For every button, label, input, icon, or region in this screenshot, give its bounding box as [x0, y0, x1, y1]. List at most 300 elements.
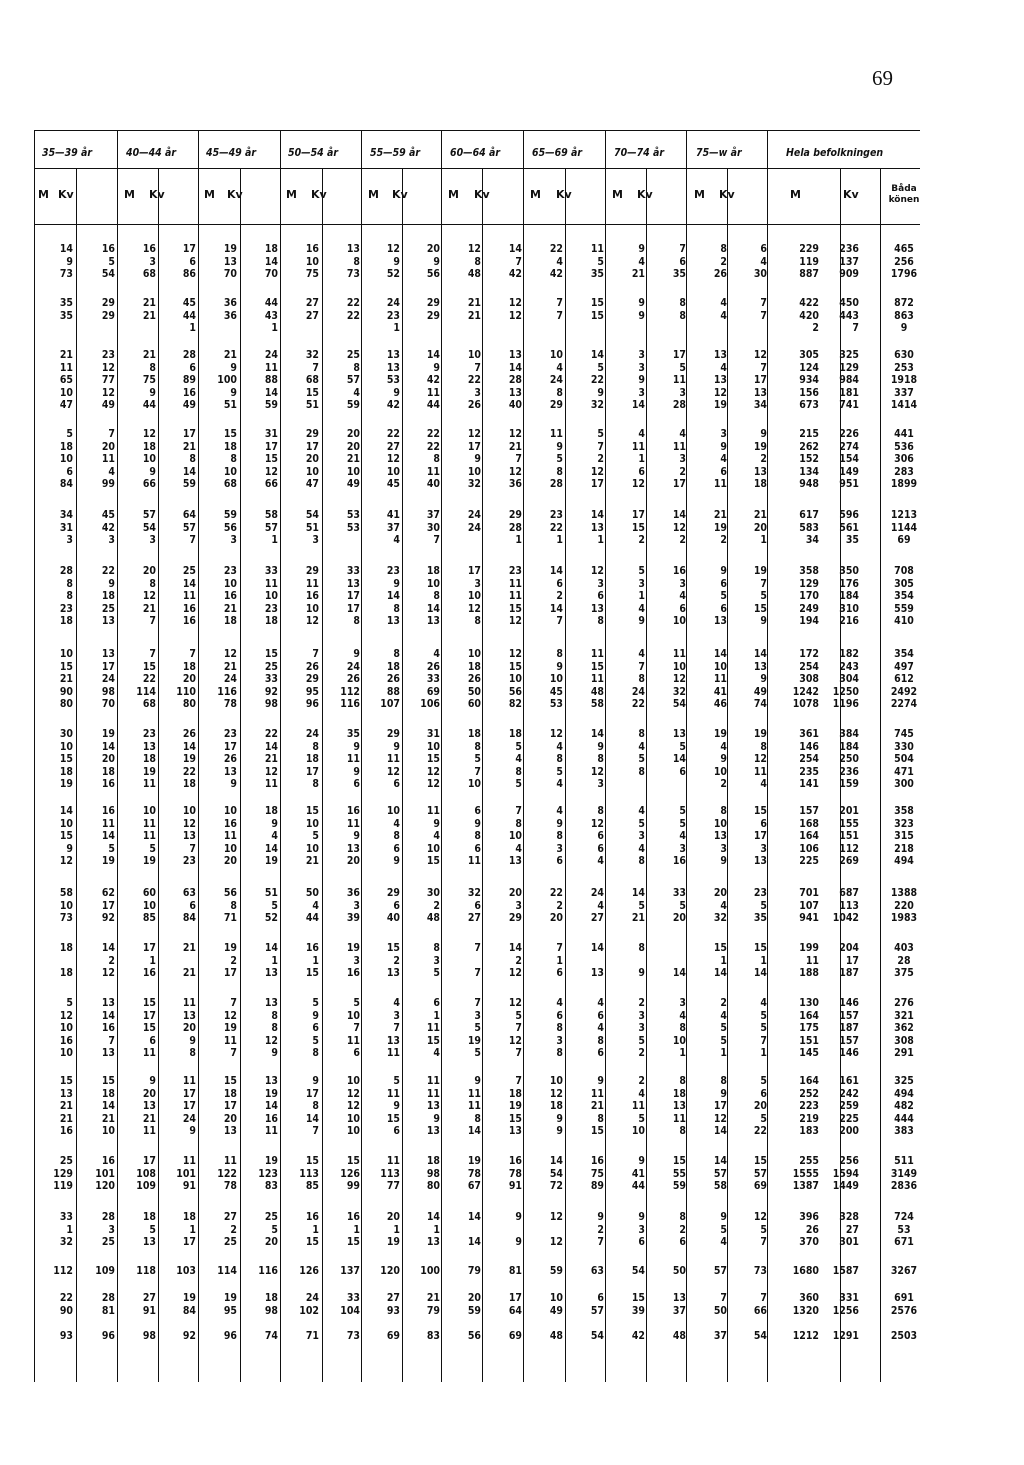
table-cell: 9: [393, 740, 400, 753]
table-cell: 8: [760, 740, 767, 753]
table-cell: 11: [142, 830, 156, 843]
table-cell: 17: [631, 509, 645, 521]
table-cell: 47: [305, 478, 319, 491]
table-cell: 9: [638, 615, 645, 628]
table-cell: 6: [353, 1047, 360, 1060]
table-cell: 24: [182, 1112, 196, 1125]
column-header: M: [368, 188, 379, 201]
table-cell: 20: [346, 440, 360, 453]
table-cell: 8: [556, 830, 563, 843]
table-cell: 12: [549, 1211, 563, 1223]
column-header: Kv: [392, 188, 408, 201]
table-cell: 11: [672, 1112, 686, 1125]
table-cell: 11: [386, 753, 400, 766]
table-cell: 330: [894, 740, 914, 753]
table-cell: 21: [142, 297, 156, 309]
table-cell: 19: [142, 855, 156, 868]
table-cell: 12: [142, 590, 156, 603]
table-cell: 25: [346, 349, 360, 361]
table-cell: 15: [346, 1155, 360, 1167]
table-cell: 29: [426, 309, 440, 322]
table-cell: 172: [799, 648, 819, 660]
table-cell: 12: [142, 428, 156, 440]
table-cell: 15: [223, 428, 237, 440]
table-cell: 11: [264, 778, 278, 791]
table-cell: 19: [223, 942, 237, 954]
table-cell: 494: [894, 855, 914, 868]
table-row: [0, 911, 1024, 925]
table-cell: 8: [597, 1112, 604, 1125]
table-cell: 51: [264, 887, 278, 899]
table-cell: 5: [149, 1223, 156, 1236]
table-cell: 25: [59, 1155, 73, 1167]
table-cell: 14: [549, 565, 563, 577]
table-cell: 951: [839, 478, 859, 491]
table-cell: 10: [346, 465, 360, 478]
table-cell: 8: [556, 1047, 563, 1060]
table-cell: 4: [638, 602, 645, 615]
table-cell: 18: [142, 440, 156, 453]
table-cell: 10: [346, 1075, 360, 1087]
table-cell: 7: [760, 297, 767, 309]
table-cell: 11: [59, 361, 73, 374]
table-cell: 21: [223, 349, 237, 361]
table-cell: 16: [182, 386, 196, 399]
table-cell: 98: [264, 698, 278, 711]
table-cell: 40: [426, 478, 440, 491]
table-cell: 741: [839, 399, 859, 412]
table-cell: 52: [386, 268, 400, 281]
table-cell: 3: [638, 1009, 645, 1022]
table-cell: 1: [353, 1223, 360, 1236]
table-cell: 90: [59, 685, 73, 698]
table-cell: 48: [590, 685, 604, 698]
table-cell: 73: [753, 1265, 767, 1277]
table-cell: 114: [136, 685, 156, 698]
table-cell: 9: [900, 322, 908, 335]
table-cell: 10: [672, 615, 686, 628]
column-header: Kv: [58, 188, 74, 201]
table-cell: 21: [305, 855, 319, 868]
table-cell: 23: [508, 565, 522, 577]
table-cell: 6: [760, 817, 767, 830]
table-cell: 22: [631, 698, 645, 711]
table-cell: 15: [346, 1236, 360, 1249]
table-cell: 5: [108, 842, 115, 855]
table-cell: 7: [852, 322, 859, 335]
table-cell: 872: [894, 297, 914, 309]
table-cell: 15: [753, 1155, 767, 1167]
table-cell: 13: [672, 1292, 686, 1304]
table-cell: 176: [839, 577, 859, 590]
table-cell: 204: [839, 942, 859, 954]
table-cell: 18: [101, 765, 115, 778]
table-cell: 116: [340, 698, 360, 711]
table-cell: 66: [142, 478, 156, 491]
table-cell: 9: [638, 1211, 645, 1223]
table-cell: 8: [312, 1100, 319, 1113]
table-cell: 14: [590, 942, 604, 954]
table-cell: 35: [845, 534, 859, 547]
table-cell: 17: [101, 660, 115, 673]
table-cell: 4: [393, 534, 400, 547]
table-cell: 6: [474, 899, 481, 912]
table-cell: 15: [386, 1112, 400, 1125]
table-cell: 6: [679, 765, 686, 778]
table-cell: 1320: [792, 1304, 819, 1317]
table-cell: 254: [799, 660, 819, 673]
table-cell: 3: [597, 778, 604, 791]
table-cell: 18: [101, 590, 115, 603]
table-cell: 64: [182, 509, 196, 521]
table-cell: 19: [223, 1022, 237, 1035]
table-cell: 6: [720, 465, 727, 478]
table-cell: 64: [508, 1304, 522, 1317]
table-cell: 745: [894, 728, 914, 740]
table-cell: 12: [346, 1100, 360, 1113]
column-header: Kv: [474, 188, 490, 201]
table-cell: 109: [136, 1180, 156, 1193]
table-cell: 12: [264, 465, 278, 478]
table-cell: 8: [638, 673, 645, 686]
table-cell: 7: [720, 1292, 727, 1304]
table-cell: 134: [799, 465, 819, 478]
table-cell: 4: [760, 778, 767, 791]
table-cell: 13: [508, 1125, 522, 1138]
table-cell: 113: [299, 1167, 319, 1180]
table-cell: 45: [101, 509, 115, 521]
table-cell: 13: [346, 243, 360, 255]
table-cell: 11: [426, 805, 440, 817]
table-cell: 8: [679, 1075, 686, 1087]
table-cell: 673: [799, 399, 819, 412]
table-cell: 18: [101, 1087, 115, 1100]
table-cell: 29: [508, 912, 522, 925]
table-cell: 8: [433, 942, 440, 954]
table-cell: 6: [720, 602, 727, 615]
table-cell: 43: [264, 309, 278, 322]
table-cell: 100: [420, 1265, 440, 1277]
table-cell: 4: [108, 465, 115, 478]
table-cell: 58: [713, 1180, 727, 1193]
table-cell: 3: [679, 842, 686, 855]
table-cell: 70: [264, 268, 278, 281]
table-cell: 252: [799, 1087, 819, 1100]
table-cell: 325: [839, 349, 859, 361]
table-cell: 9: [230, 386, 237, 399]
table-cell: 18: [59, 967, 73, 980]
table-cell: 300: [894, 778, 914, 791]
table-cell: 9: [638, 309, 645, 322]
table-cell: 1078: [792, 698, 819, 711]
table-cell: 9: [760, 428, 767, 440]
table-cell: 9: [515, 1211, 522, 1223]
table-cell: 116: [258, 1265, 278, 1277]
table-cell: 137: [839, 255, 859, 268]
table-cell: 10: [59, 740, 73, 753]
table-cell: 28: [182, 349, 196, 361]
table-cell: 7: [189, 534, 196, 547]
table-cell: 12: [753, 753, 767, 766]
table-cell: 13: [264, 1075, 278, 1087]
table-cell: 422: [799, 297, 819, 309]
table-cell: 8: [312, 740, 319, 753]
table-cell: 11: [631, 440, 645, 453]
table-cell: 156: [799, 386, 819, 399]
table-cell: 7: [474, 765, 481, 778]
table-cell: 321: [894, 1009, 914, 1022]
table-cell: 6: [353, 778, 360, 791]
table-cell: 5: [760, 1223, 767, 1236]
table-cell: 1042: [832, 912, 859, 925]
table-cell: 29: [549, 399, 563, 412]
table-cell: 471: [894, 765, 914, 778]
table-cell: 5: [638, 1034, 645, 1047]
table-cell: 9: [66, 842, 73, 855]
table-cell: 617: [799, 509, 819, 521]
table-cell: 308: [894, 1034, 914, 1047]
table-cell: 14: [549, 1155, 563, 1167]
table-cell: 10: [59, 1047, 73, 1060]
table-cell: 15: [223, 1075, 237, 1087]
table-cell: 3: [597, 577, 604, 590]
table-cell: 30: [426, 887, 440, 899]
table-cell: 71: [223, 912, 237, 925]
table-cell: 17: [305, 1087, 319, 1100]
table-cell: 184: [839, 740, 859, 753]
table-cell: 6: [720, 577, 727, 590]
table-cell: 70: [101, 698, 115, 711]
table-cell: 66: [264, 478, 278, 491]
table-cell: 12: [753, 1211, 767, 1223]
table-cell: 11: [182, 997, 196, 1009]
table-cell: 12: [467, 428, 481, 440]
table-cell: 11: [508, 577, 522, 590]
table-cell: 226: [839, 428, 859, 440]
table-cell: 126: [340, 1167, 360, 1180]
table-cell: 1594: [832, 1167, 859, 1180]
table-cell: 18: [223, 1087, 237, 1100]
table-cell: 18: [223, 440, 237, 453]
table-cell: 4: [556, 778, 563, 791]
table-cell: 1196: [832, 698, 859, 711]
table-cell: 559: [894, 602, 914, 615]
table-cell: 8: [66, 577, 73, 590]
table-cell: 243: [839, 660, 859, 673]
table-cell: 15: [59, 660, 73, 673]
table-cell: 361: [799, 728, 819, 740]
table-cell: 16: [508, 1155, 522, 1167]
table-cell: 11: [223, 830, 237, 843]
table-cell: 18: [426, 1155, 440, 1167]
table-cell: 24: [264, 349, 278, 361]
table-cell: 11: [713, 478, 727, 491]
table-cell: 25: [264, 1211, 278, 1223]
table-cell: 15: [631, 1292, 645, 1304]
table-cell: 48: [467, 268, 481, 281]
table-cell: 12: [264, 765, 278, 778]
table-cell: 15: [590, 309, 604, 322]
table-cell: 53: [549, 698, 563, 711]
table-cell: 5: [515, 740, 522, 753]
table-cell: 494: [894, 1087, 914, 1100]
table-cell: 8: [433, 453, 440, 466]
table-cell: 9: [312, 1009, 319, 1022]
table-cell: 11: [101, 817, 115, 830]
table-cell: 20: [346, 855, 360, 868]
table-cell: 16: [305, 1211, 319, 1223]
table-cell: 27: [142, 1292, 156, 1304]
table-cell: 4: [638, 842, 645, 855]
table-cell: 504: [894, 753, 914, 766]
table-cell: 13: [713, 615, 727, 628]
table-cell: 1: [760, 1047, 767, 1060]
table-cell: 39: [631, 1304, 645, 1317]
table-cell: 200: [839, 1125, 859, 1138]
table-cell: 16: [182, 615, 196, 628]
table-cell: 6: [638, 465, 645, 478]
table-cell: 370: [799, 1236, 819, 1249]
table-cell: 14: [59, 243, 73, 255]
table-cell: 9: [760, 673, 767, 686]
table-cell: 54: [672, 698, 686, 711]
table-cell: 274: [839, 440, 859, 453]
table-cell: 14: [508, 942, 522, 954]
table-cell: 175: [799, 1022, 819, 1035]
table-cell: 3: [149, 534, 156, 547]
table-cell: 18: [549, 1100, 563, 1113]
table-cell: 5: [760, 1075, 767, 1087]
table-cell: 16: [101, 805, 115, 817]
table-cell: 21: [467, 297, 481, 309]
table-cell: 51: [305, 521, 319, 534]
table-cell: 35: [59, 297, 73, 309]
table-cell: 63: [590, 1265, 604, 1277]
table-cell: 5: [760, 1112, 767, 1125]
table-cell: 4: [638, 648, 645, 660]
table-cell: 10: [467, 465, 481, 478]
table-cell: 8: [230, 899, 237, 912]
table-cell: 26: [223, 753, 237, 766]
table-cell: 23: [549, 509, 563, 521]
table-cell: 14: [467, 1125, 481, 1138]
table-cell: 12: [631, 478, 645, 491]
table-cell: 129: [799, 577, 819, 590]
table-cell: 1: [556, 954, 563, 967]
table-cell: 5: [638, 753, 645, 766]
table-cell: 19: [346, 942, 360, 954]
table-cell: 5: [679, 899, 686, 912]
table-cell: 170: [799, 590, 819, 603]
table-cell: 2: [812, 322, 819, 335]
table-cell: 19: [713, 728, 727, 740]
table-cell: 22: [264, 728, 278, 740]
table-cell: 2: [230, 954, 237, 967]
table-cell: 20: [182, 673, 196, 686]
table-cell: 79: [426, 1304, 440, 1317]
table-cell: 26: [713, 268, 727, 281]
table-cell: 7: [760, 577, 767, 590]
table-cell: 59: [182, 478, 196, 491]
table-cell: 7: [149, 648, 156, 660]
table-cell: 13: [223, 255, 237, 268]
table-cell: 16: [223, 817, 237, 830]
table-cell: 29: [386, 728, 400, 740]
table-cell: 223: [799, 1100, 819, 1113]
table-cell: 12: [508, 615, 522, 628]
table-cell: 24: [386, 297, 400, 309]
table-cell: 8: [393, 648, 400, 660]
table-cell: 450: [839, 297, 859, 309]
table-cell: 225: [799, 855, 819, 868]
table-cell: 7: [312, 1125, 319, 1138]
table-cell: 7: [189, 648, 196, 660]
table-cell: 7: [312, 361, 319, 374]
table-cell: 78: [467, 1167, 481, 1180]
table-cell: 22: [59, 1292, 73, 1304]
table-cell: 26: [467, 673, 481, 686]
table-cell: 3: [638, 349, 645, 361]
table-cell: 7: [597, 1236, 604, 1249]
table-cell: 10: [305, 842, 319, 855]
table-cell: 14: [182, 577, 196, 590]
group-header: 70—74 år: [614, 147, 665, 159]
table-cell: 1: [638, 453, 645, 466]
table-cell: 9: [149, 1075, 156, 1087]
table-cell: 9: [66, 255, 73, 268]
table-cell: 2: [230, 1223, 237, 1236]
table-cell: 10: [142, 453, 156, 466]
table-cell: 7: [474, 361, 481, 374]
table-cell: 113: [839, 899, 859, 912]
table-cell: 10: [182, 805, 196, 817]
table-cell: 33: [672, 887, 686, 899]
table-cell: 44: [264, 297, 278, 309]
table-cell: 15: [508, 602, 522, 615]
table-cell: 4: [271, 830, 278, 843]
table-cell: 58: [59, 887, 73, 899]
table-cell: 259: [839, 1100, 859, 1113]
table-cell: 6: [597, 1047, 604, 1060]
table-cell: 88: [264, 374, 278, 387]
table-cell: 22: [590, 374, 604, 387]
table-cell: 41: [713, 685, 727, 698]
table-cell: 25: [101, 602, 115, 615]
table-cell: 4: [720, 453, 727, 466]
table-cell: 21: [713, 509, 727, 521]
table-cell: 10: [713, 660, 727, 673]
table-cell: 15: [508, 1112, 522, 1125]
table-cell: 9: [271, 1047, 278, 1060]
table-cell: 15: [508, 660, 522, 673]
table-cell: 31: [264, 428, 278, 440]
table-cell: 4: [556, 997, 563, 1009]
table-row: [0, 777, 1024, 791]
table-cell: 8: [230, 453, 237, 466]
table-cell: 119: [799, 255, 819, 268]
table-cell: 5: [108, 255, 115, 268]
table-cell: 10: [101, 1125, 115, 1138]
column-header-both-sexes: Båda könen: [888, 184, 920, 205]
table-cell: 4: [597, 855, 604, 868]
table-cell: 35: [672, 268, 686, 281]
table-cell: 701: [799, 887, 819, 899]
table-cell: 15: [753, 942, 767, 954]
table-cell: 8: [679, 1022, 686, 1035]
table-cell: 11: [426, 386, 440, 399]
table-cell: 2: [556, 899, 563, 912]
table-cell: 9: [556, 1112, 563, 1125]
